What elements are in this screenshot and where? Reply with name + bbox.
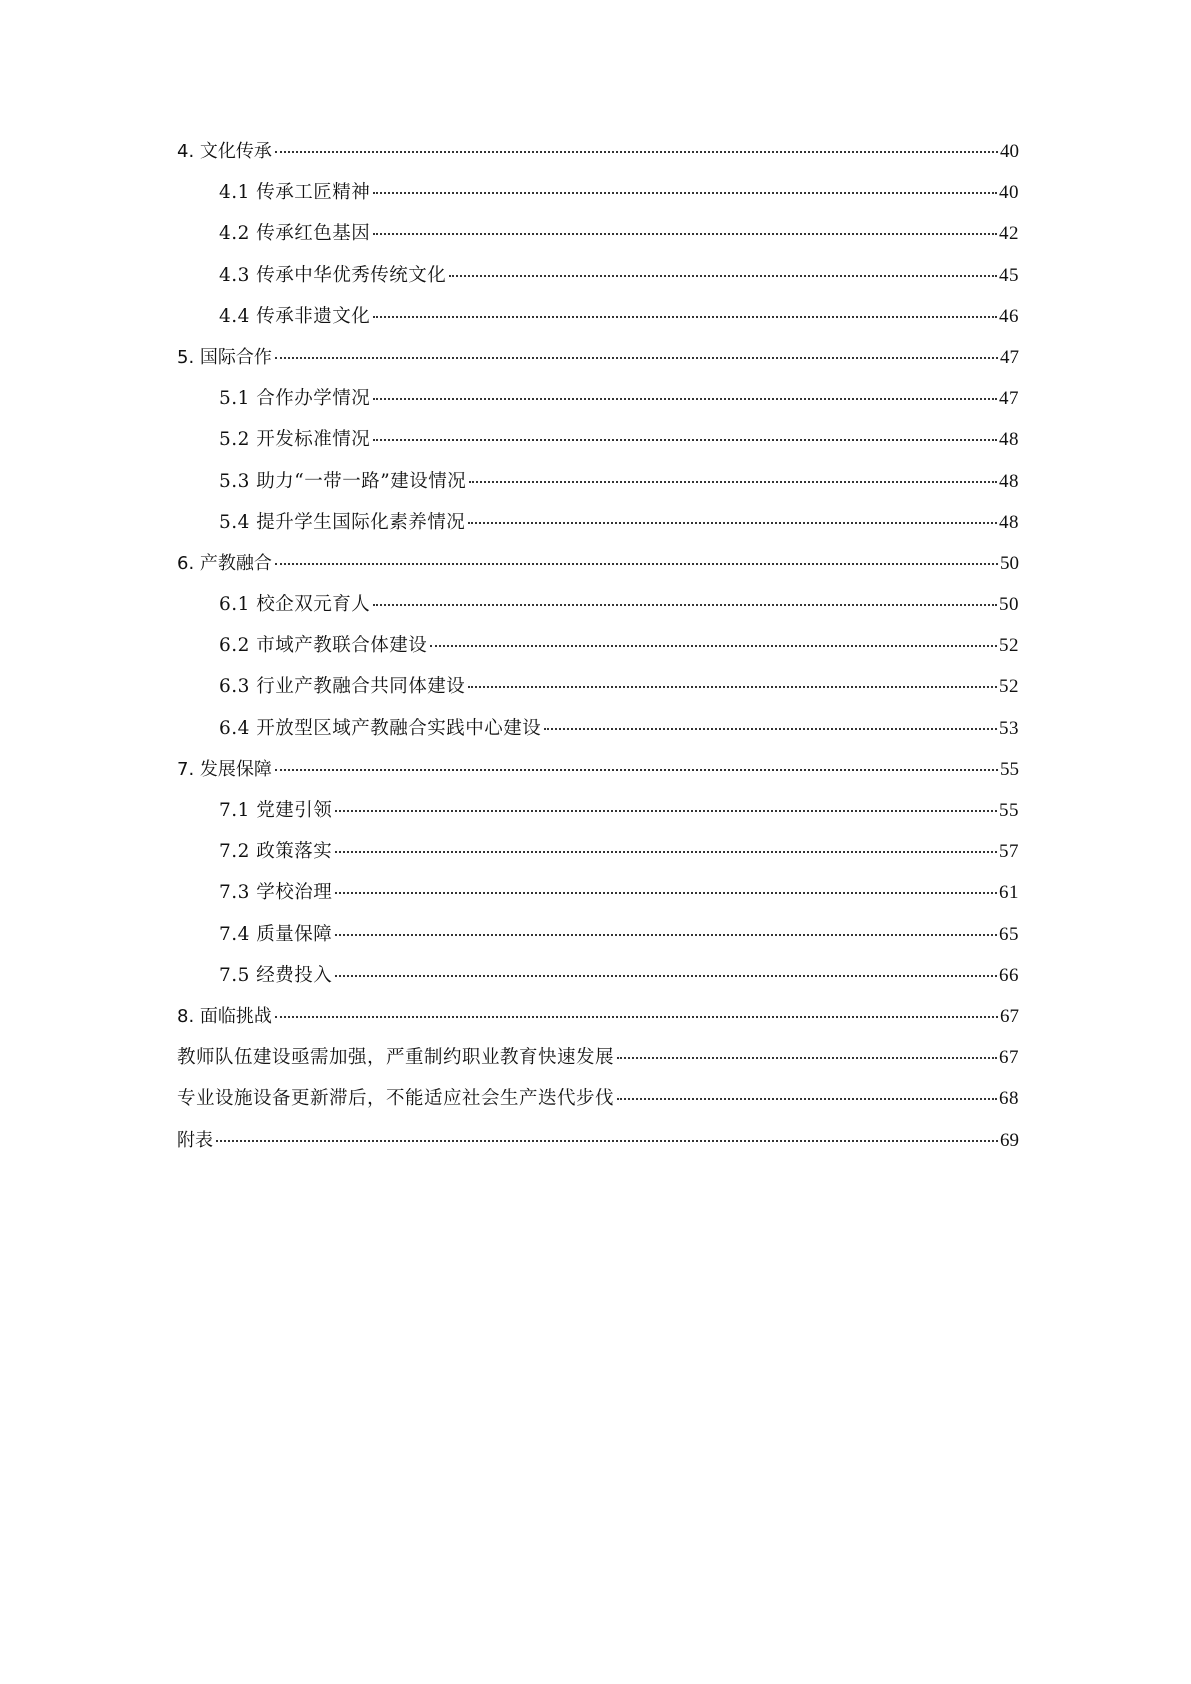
toc-entry-page-number: 48 — [999, 511, 1019, 533]
toc-entry-page-number: 52 — [999, 635, 1019, 657]
toc-entry-page-number: 67 — [1000, 1005, 1019, 1027]
toc-entry-title: 5.1 合作办学情况 — [219, 388, 371, 410]
dot-leader — [275, 769, 998, 771]
toc-entry[interactable] — [177, 714, 1019, 755]
toc-entry-title: 7. 发展保障 — [177, 758, 272, 780]
toc-entry[interactable] — [177, 137, 1019, 178]
toc-entry[interactable] — [177, 672, 1019, 713]
toc-entry-title: 7.5 经费投入 — [219, 964, 333, 986]
dot-leader — [275, 151, 998, 153]
toc-entry[interactable] — [177, 837, 1019, 878]
dot-leader — [275, 1016, 998, 1018]
toc-entry-page-number: 47 — [1000, 346, 1019, 368]
dot-leader — [617, 1057, 997, 1059]
toc-entry[interactable] — [177, 796, 1019, 837]
toc-entry-title: 7.4 质量保障 — [219, 923, 333, 945]
toc-entry-title: 7.2 政策落实 — [219, 841, 333, 863]
toc-entry-page-number: 52 — [999, 676, 1019, 698]
toc-entry-title: 5.3 助力“一带一路”建设情况 — [219, 470, 467, 492]
dot-leader — [468, 522, 997, 524]
toc-entry-page-number: 46 — [999, 305, 1019, 327]
toc-entry-page-number: 53 — [999, 717, 1019, 739]
dot-leader — [373, 192, 997, 194]
toc-entry-page-number: 40 — [1000, 141, 1019, 162]
toc-entry-title: 4.1 传承工匠精神 — [219, 182, 371, 204]
toc-entry[interactable] — [177, 1084, 1019, 1125]
dot-leader — [469, 481, 997, 483]
toc-entry-title: 4.3 传承中华优秀传统文化 — [219, 264, 447, 286]
toc-entry-page-number: 61 — [999, 882, 1019, 904]
dot-leader — [617, 1098, 997, 1100]
toc-entry-title: 附表 — [177, 1129, 213, 1151]
toc-entry-page-number: 48 — [999, 470, 1019, 492]
table-of-contents — [177, 137, 1019, 1167]
dot-leader — [449, 275, 997, 277]
toc-entry[interactable] — [177, 302, 1019, 343]
toc-entry-title: 4.4 传承非遗文化 — [219, 305, 371, 327]
toc-entry-title: 5.4 提升学生国际化素养情况 — [219, 511, 466, 533]
dot-leader — [275, 357, 998, 359]
dot-leader — [544, 728, 997, 730]
dot-leader — [373, 398, 997, 400]
toc-entry-page-number: 45 — [999, 264, 1019, 286]
toc-entry-title: 4. 文化传承 — [177, 141, 272, 162]
toc-entry-page-number: 57 — [999, 841, 1019, 863]
toc-entry-page-number: 68 — [999, 1088, 1019, 1110]
dot-leader — [373, 233, 997, 235]
dot-leader — [468, 686, 997, 688]
toc-entry-page-number: 48 — [999, 429, 1019, 451]
toc-entry-title: 8. 面临挑战 — [177, 1005, 272, 1027]
toc-entry[interactable] — [177, 1043, 1019, 1084]
dot-leader — [335, 892, 997, 894]
dot-leader — [335, 851, 997, 853]
dot-leader — [335, 975, 997, 977]
toc-entry-title: 6.2 市域产教联合体建设 — [219, 635, 428, 657]
toc-entry-title: 7.1 党建引领 — [219, 800, 333, 821]
toc-entry[interactable] — [177, 384, 1019, 425]
toc-entry-page-number: 55 — [999, 800, 1019, 821]
toc-entry[interactable] — [177, 219, 1019, 260]
toc-entry[interactable] — [177, 425, 1019, 466]
toc-entry-title: 6.3 行业产教融合共同体建设 — [219, 676, 466, 698]
toc-entry-page-number: 40 — [999, 182, 1019, 204]
toc-entry[interactable] — [177, 961, 1019, 1002]
toc-entry-page-number: 42 — [999, 223, 1019, 245]
toc-entry-page-number: 66 — [999, 964, 1019, 986]
toc-entry-title: 7.3 学校治理 — [219, 882, 333, 904]
dot-leader — [373, 316, 997, 318]
dot-leader — [216, 1140, 998, 1142]
dot-leader — [373, 604, 997, 606]
toc-entry[interactable] — [177, 1126, 1019, 1167]
toc-entry-title: 6.1 校企双元育人 — [219, 594, 371, 616]
dot-leader — [335, 810, 997, 812]
toc-entry-page-number: 47 — [999, 388, 1019, 410]
toc-entry[interactable] — [177, 467, 1019, 508]
toc-entry-page-number: 65 — [999, 923, 1019, 945]
toc-entry-page-number: 55 — [1000, 758, 1019, 780]
toc-entry[interactable] — [177, 755, 1019, 796]
toc-entry-title: 4.2 传承红色基因 — [219, 223, 371, 245]
toc-entry[interactable] — [177, 261, 1019, 302]
toc-entry[interactable] — [177, 590, 1019, 631]
toc-entry-page-number: 50 — [999, 594, 1019, 616]
toc-entry[interactable] — [177, 920, 1019, 961]
toc-entry[interactable] — [177, 549, 1019, 590]
toc-entry[interactable] — [177, 1002, 1019, 1043]
dot-leader — [373, 439, 997, 441]
toc-entry-title: 6.4 开放型区域产教融合实践中心建设 — [219, 717, 542, 739]
toc-entry-title: 6. 产教融合 — [177, 552, 272, 574]
toc-entry-page-number: 69 — [1000, 1129, 1019, 1151]
toc-entry-title: 5.2 开发标准情况 — [219, 429, 371, 451]
toc-entry[interactable] — [177, 343, 1019, 384]
toc-entry-title: 专业设施设备更新滞后，不能适应社会生产迭代步伐 — [177, 1088, 615, 1110]
dot-leader — [335, 934, 997, 936]
toc-entry[interactable] — [177, 878, 1019, 919]
toc-entry[interactable] — [177, 631, 1019, 672]
toc-entry-title: 教师队伍建设亟需加强，严重制约职业教育快速发展 — [177, 1047, 615, 1069]
toc-entry-page-number: 67 — [999, 1047, 1019, 1069]
toc-entry[interactable] — [177, 508, 1019, 549]
toc-entry-title: 5. 国际合作 — [177, 346, 272, 368]
toc-entry-page-number: 50 — [1000, 552, 1019, 574]
toc-entry[interactable] — [177, 178, 1019, 219]
dot-leader — [275, 563, 998, 565]
dot-leader — [430, 645, 997, 647]
